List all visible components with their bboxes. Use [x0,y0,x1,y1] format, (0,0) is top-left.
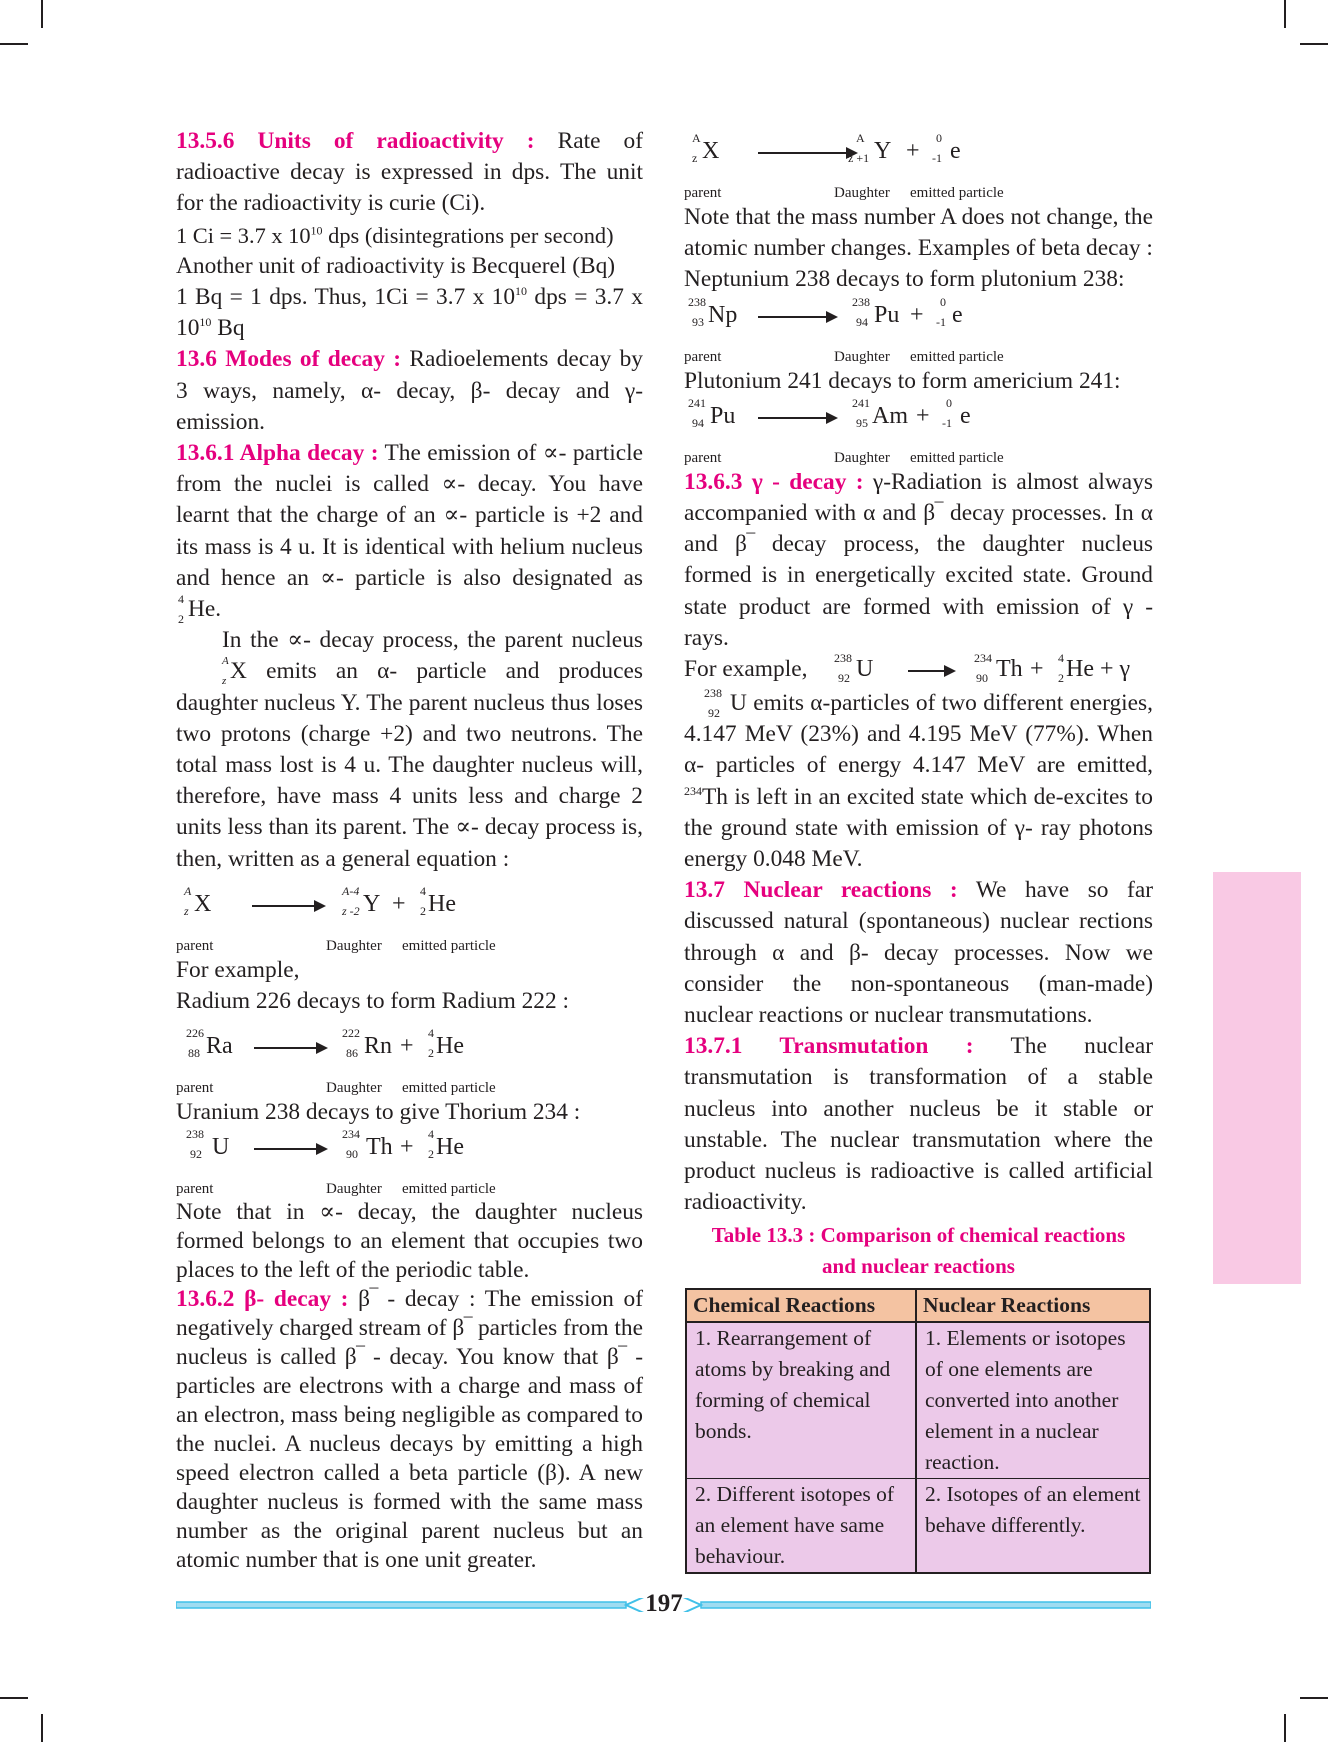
table-header-row [686,1289,1150,1322]
equation-uranium: 238 92 U 234 90 Th + 4 2 He [186,1127,464,1162]
arrow-icon [758,316,836,318]
paragraph-gamma-example: 238 92 U emits α-particles of two different energies, 4.147 MeV (23%) and 4.195 MeV (77%). When α- particles of energy 4.147 MeV are emitted, $^{234}$Th is left in an excited state which de-excites to the ground state with emission of γ- ray photons energy 0.048 MeV. [684,686,1153,873]
heading-alpha-decay: 13.6.1 Alpha decay : [176,440,379,467]
arrow-icon [254,1047,326,1049]
arrow-icon [254,1148,326,1150]
paragraph-nuclear-reactions: 13.7 Nuclear reactions : We have so far discussed natural (spontaneous) nuclear rections through α and β- decay processes. Now we consider the non-spontaneous (man-made) nuclear reactions or nuclear transmutations. [684,877,1153,1029]
equation-general-beta: A z X A z +1 Y + 0 -1 e [692,131,961,165]
heading-modes-of-decay: 13.6 Modes of decay : [176,346,402,373]
equation-neptunium: 238 93 Np 238 94 Pu + 0 -1 e [688,294,963,329]
crop-mark [41,1714,43,1742]
uranium-line: Uranium 238 decays to give Thorium 234 : [176,1099,581,1126]
crop-mark [1284,0,1286,28]
equation-labels: parent Daughter emitted particle [684,348,1004,365]
paragraph-alpha: 13.6.1 Alpha decay : The emission of ∝- particle from the nuclei is called ∝- decay. You have learnt that the charge of an ∝- particle is +2 and its mass is 4 u. It is identical with helium nucleus and hence an ∝- particle is also designated as 4 2 He. [176,440,643,627]
right-column [684,132,1153,1574]
table-row [686,1322,1150,1479]
table-cell: 2. Different isotopes of an element have same behaviour. [686,1479,916,1574]
page-number: 197 [645,1590,683,1617]
paragraph-beta: 13.6.2 β- decay : β‾ - decay : The emission of negatively charged stream of β‾ particles from the nucleus is called β‾ - decay. You know that β‾ - particles are electrons with a charge and mass of an electron, mass being negligible as compared to the nuclei. A nucleus decays by emitting a high speed electron called a beta particle (β). A new daughter nucleus is formed with the same mass number as the original parent nucleus but an atomic number that is one unit greater. [176,1286,643,1574]
crop-mark [1300,1697,1328,1699]
for-example: For example, [176,956,300,983]
arrow-icon [758,152,856,154]
crop-mark [1284,1714,1286,1742]
equation-labels: parent Daughter emitted particle [176,1080,496,1097]
arrow-icon [908,670,954,672]
comparison-table [685,1288,1151,1574]
paragraph-units: 13.5.6 Units of radioactivity : Rate of radioactive decay is expressed in dps. The unit for the radioactivity is curie (Ci). [176,128,644,217]
crop-mark [0,43,28,45]
arrow-icon [758,417,836,419]
heading-beta-decay: 13.6.2 β- decay : [176,1286,349,1313]
table-cell: 1. Rearrangement of atoms by breaking and forming of chemical bonds. [686,1322,916,1479]
equation-general-alpha: A z X A-4 z -2 Y + 4 2 He [184,883,456,918]
equation-labels: parent Daughter emitted particle [176,937,496,954]
table-caption: Table 13.3 : Comparison of chemical reactions and nuclear reactions [711,1223,1126,1279]
table-header: Nuclear Reactions [916,1289,1150,1322]
heading-units-of-radioactivity: 13.5.6 Units of radioactivity : [176,128,535,154]
equation-gamma: For example, 238 92 U 234 90 Th + 4 2 He + γ [684,651,1131,686]
heading-transmutation: 13.7.1 Transmutation : [684,1033,974,1060]
equation-labels: parent Daughter emitted particle [684,449,1004,466]
table-row [686,1479,1150,1574]
table-header: Chemical Reactions [686,1289,916,1322]
left-column [176,126,643,1575]
crop-mark [1300,43,1328,45]
paragraph-alpha-process: In the ∝- decay process, the parent nucleus A z X emits an α- particle and produces daughter nucleus Y. The parent nucleus thus loses two protons (charge +2) and two neutrons. The total mass lost is 4 u. The daughter nucleus will, therefore, have mass 4 units less and charge 2 units less than its parent. The ∝- decay process is, then, written as a general equation : [176,627,643,872]
side-tab [1213,872,1301,1284]
equation-plutonium: 241 94 Pu 241 95 Am + 0 -1 e [688,395,971,430]
paragraph-beta-note: Note that the mass number A does not change, the atomic number changes. Examples of beta decay : [684,204,1153,262]
equation-labels: parent Daughter emitted particle [176,1181,496,1198]
radium-line: Radium 226 decays to form Radium 222 : [176,988,570,1015]
curie-definition: 1 Ci = 3.7 x $10^{10}$ dps (disintegrations per second) [176,222,614,248]
table-cell: 1. Elements or isotopes of one elements are converted into another element in a nuclear reaction. [916,1322,1150,1479]
equation-labels: parent Daughter emitted particle [684,185,1004,201]
paragraph-alpha-note: Note that in ∝- decay, the daughter nucleus formed belongs to an element that occupies two places to the left of the periodic table. [176,1199,643,1284]
paragraph-transmutation: 13.7.1 Transmutation : The nuclear transmutation is transformation of a stable nucleus into another nucleus be it stable or unstable. The nuclear transmutation where the product nucleus is radioactive is called artificial radioactivity. [684,1033,1153,1216]
plutonium-line: Plutonium 241 decays to form americium 241: [684,367,1121,394]
crop-mark [0,1697,28,1699]
paragraph-modes: 13.6 Modes of decay : Radioelements decay by 3 ways, namely, α- decay, β- decay and γ- emission. [176,346,644,435]
table-cell: 2. Isotopes of an element behave differently. [916,1479,1150,1574]
becquerel-intro: Another unit of radioactivity is Becquerel (Bq) [176,252,616,279]
equation-radium: 226 88 Ra 222 86 Rn + 4 2 He [186,1026,464,1061]
becquerel-definition: 1 Bq = 1 dps. Thus, 1Ci = 3.7 x $10^{10}$ dps = 3.7 x $10^{10}$ Bq [176,284,643,342]
crop-mark [41,0,43,28]
paragraph-gamma: 13.6.3 γ - decay : γ-Radiation is almost always accompanied with α and β‾ decay processes. In α and β‾ decay process, the daughter nucleus formed is in energetically excited state. Ground state product are formed with emission of γ - rays. [684,468,1153,651]
arrow-icon [252,905,324,907]
heading-gamma-decay: 13.6.3 γ - decay : [684,468,864,495]
heading-nuclear-reactions: 13.7 Nuclear reactions : [684,877,958,904]
neptunium-line: Neptunium 238 decays to form plutonium 238: [684,266,1125,293]
